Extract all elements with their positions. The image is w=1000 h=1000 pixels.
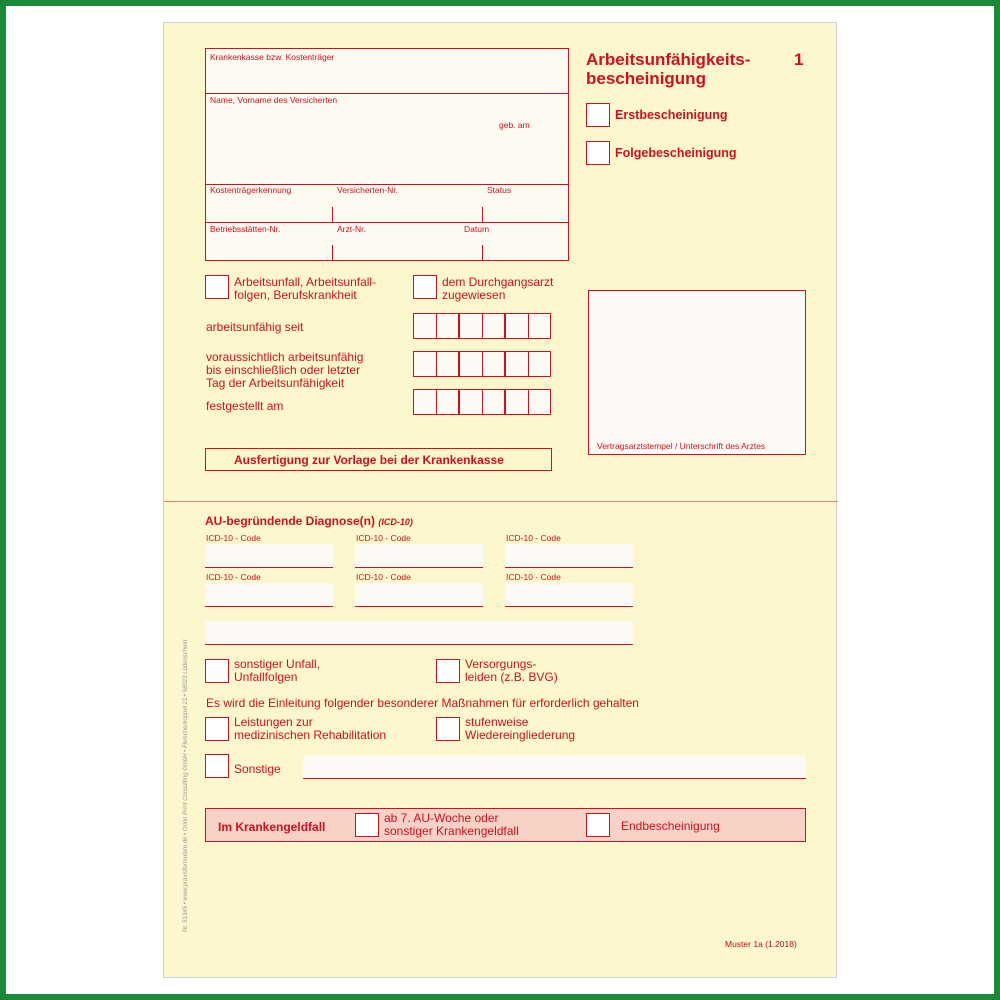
sick-pay-label: Im Krankengeldfall [218, 820, 326, 834]
diagnosis-text-field[interactable] [205, 621, 633, 645]
diagnosis-heading: AU-begründende Diagnose(n) (ICD-10) [205, 514, 413, 528]
final-cert-label: Endbescheinigung [621, 819, 720, 833]
icd-label-5: ICD-10 - Code [356, 572, 411, 582]
side-imprint: Nr. 51345 • www.praxisformulare.de • Orion Print Consulting GmbH • Fleischerkoppel 21 • 58023 Lüdenscheid [183, 639, 189, 933]
gradual-line2: Wiedereingliederung [465, 728, 576, 742]
icd-label-3: ICD-10 - Code [506, 533, 561, 543]
work-accident-line2: folgen, Berufskrankheit [234, 288, 357, 302]
work-accident-line1: Arbeitsunfall, Arbeitsunfall- [234, 275, 377, 289]
rehab-line1: Leistungen zur [234, 715, 313, 729]
first-cert-label: Erstbescheinigung [615, 108, 728, 122]
stamp-label: Vertragsarztstempel / Unterschrift des Arztes [597, 441, 766, 451]
icd-label-6: ICD-10 - Code [506, 572, 561, 582]
followup-cert-checkbox[interactable] [586, 141, 610, 165]
week7-line1: ab 7. AU-Woche oder [384, 811, 499, 825]
date-label: Datum [464, 224, 490, 234]
rehab-line2: medizinischen Rehabilitation [234, 728, 387, 742]
other-accident-line1: sonstiger Unfall, [234, 657, 321, 671]
diagnosis-heading-suffix: (ICD-10) [378, 517, 413, 527]
transit-doctor-line1: dem Durchgangsarzt [442, 275, 554, 289]
separator-line [164, 501, 838, 502]
transit-doctor-line2: zugewiesen [442, 288, 506, 302]
icd-field-2[interactable] [355, 544, 483, 568]
gradual-line1: stufenweise [465, 715, 529, 729]
determined-on-date[interactable] [413, 389, 551, 415]
icd-field-1[interactable] [205, 544, 333, 568]
expected-line1: voraussichtlich arbeitsunfähig [206, 350, 364, 364]
followup-cert-label: Folgebescheinigung [615, 146, 737, 160]
supply-disease-line2: leiden (z.B. BVG) [465, 670, 558, 684]
name-label: Name, Vorname des Versicherten [210, 95, 338, 105]
expected-line2: bis einschließlich oder letzter [206, 363, 361, 377]
icd-field-5[interactable] [355, 583, 483, 607]
form-sheet [163, 22, 837, 978]
other-measures-field[interactable] [303, 755, 806, 779]
unfit-since-label: arbeitsunfähig seit [206, 320, 304, 334]
expected-line3: Tag der Arbeitsunfähigkeit [206, 376, 345, 390]
facility-no-label: Betriebsstätten-Nr. [210, 224, 281, 234]
form-version: Muster 1a (1.2018) [725, 939, 797, 949]
dob-label: geb. am [499, 120, 530, 130]
icd-field-6[interactable] [505, 583, 633, 607]
icd-field-3[interactable] [505, 544, 633, 568]
icd-field-4[interactable] [205, 583, 333, 607]
other-measures-label: Sonstige [234, 762, 281, 776]
cost-id-label: Kostenträgerkennung [210, 185, 292, 195]
doctor-stamp-box[interactable] [588, 290, 806, 455]
determined-on-label: festgestellt am [206, 399, 284, 413]
insured-no-label: Versicherten-Nr. [337, 185, 398, 195]
final-cert-checkbox[interactable] [586, 813, 610, 837]
copy-banner-text: Ausfertigung zur Vorlage bei der Krankenkasse [234, 453, 504, 467]
measures-text: Es wird die Einleitung folgender besonderer Maßnahmen für erforderlich gehalten [206, 696, 639, 710]
icd-label-2: ICD-10 - Code [356, 533, 411, 543]
status-label: Status [487, 185, 512, 195]
week7-checkbox[interactable] [355, 813, 379, 837]
doctor-no-label: Arzt-Nr. [337, 224, 366, 234]
expected-until-date[interactable] [413, 351, 551, 377]
copy-number: 1 [794, 50, 804, 69]
week7-line2: sonstiger Krankengeldfall [384, 824, 519, 838]
supply-disease-line1: Versorgungs- [465, 657, 537, 671]
other-accident-line2: Unfallfolgen [234, 670, 298, 684]
icd-label-1: ICD-10 - Code [206, 533, 261, 543]
unfit-since-date[interactable] [413, 313, 551, 339]
insurance-label: Krankenkasse bzw. Kostenträger [210, 52, 335, 62]
form-title-line1: Arbeitsunfähigkeits- [586, 50, 751, 69]
work-accident-checkbox[interactable] [205, 275, 229, 299]
transit-doctor-checkbox[interactable] [413, 275, 437, 299]
form-title-line2: bescheinigung [586, 69, 706, 88]
gradual-reintegration-checkbox[interactable] [436, 717, 460, 741]
other-measures-checkbox[interactable] [205, 754, 229, 778]
rehab-checkbox[interactable] [205, 717, 229, 741]
first-cert-checkbox[interactable] [586, 103, 610, 127]
other-accident-checkbox[interactable] [205, 659, 229, 683]
supply-disease-checkbox[interactable] [436, 659, 460, 683]
icd-label-4: ICD-10 - Code [206, 572, 261, 582]
